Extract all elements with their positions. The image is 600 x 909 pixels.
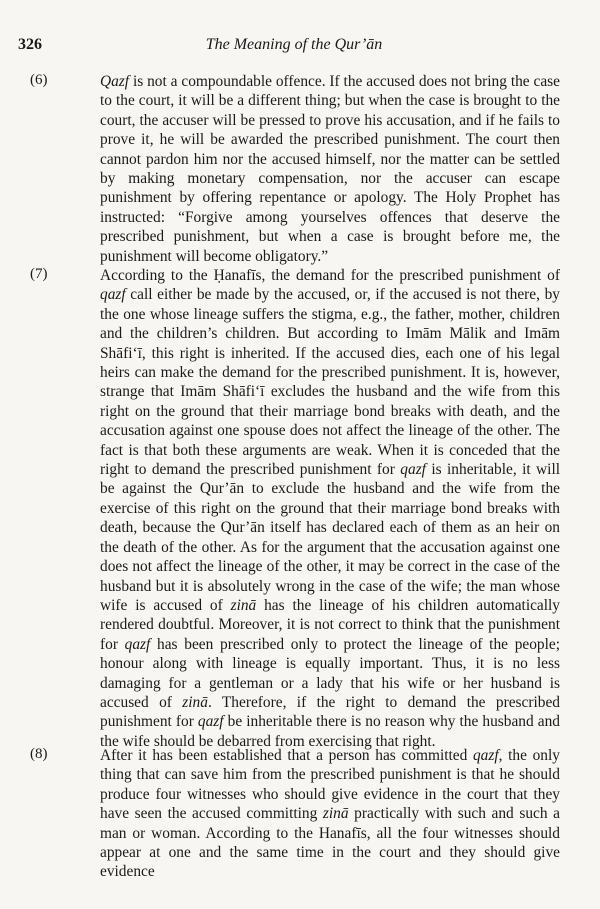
text-run: practically with such and such a man or woman. According to the Hanafīs, all the four witnesses should appear at one and the same time in the court and they should give evidence (100, 805, 561, 881)
footnote-number: (6) (30, 72, 48, 88)
text-run: has the lineage of his children automatically rendered doubtful. Moreover, it is not correct to think that the punishment for (100, 596, 561, 653)
text-run: is inheritable, it will be against the Qur’ān to exclude the husband and the wife from the exercise of this right on the ground that their marriage bond breaks with death, because the Qur’ān itself has declared each of them as an heir on the death of the other. As for the argument that the accusation against one does not affect the lineage of the other, it may be correct in the case of the husband but it is absolutely wrong in the case of the wife; the man whose wife is accused of (100, 461, 561, 614)
italic-term: qazf (472, 747, 499, 764)
footnote-number: (8) (30, 746, 48, 762)
text-run: , the only thing that can save him from the prescribed punishment is that he should produce four witnesses who should give evidence in the court that they have seen the accused committing (100, 747, 560, 823)
footnote-number: (7) (30, 266, 48, 282)
text-run: has been prescribed only to protect the lineage of the people; honour along with lineage is equally important. Thus, it is no less damaging for a gentleman or a lady that his wife or her husband is accused of (100, 635, 560, 711)
footnote-text (100, 266, 560, 751)
italic-term: zinā (322, 805, 349, 823)
text-run: be inheritable there is no reason why the husband and the wife should be debarred from exercising that right. (100, 713, 560, 750)
italic-term: qazf (100, 286, 126, 304)
page-header (18, 36, 570, 58)
italic-term: Qazf (100, 73, 130, 90)
running-title: The Meaning of the Qur’ān (205, 36, 383, 53)
text-run: is not a compoundable offence. If the accused does not bring the case to the court, it will be a different thing; but when the case is brought to the court, the accuser will be pressed to prove his accusation, and if he fails to prove it, he will be awarded the prescribed punishment. The court then cannot pardon him nor the accused himself, nor the matter can be settled by making monetary compensation, nor the accuser can escape punishment by offering repentance or apology. The Holy Prophet has instructed: “Forgive among yourselves offences that deserve the prescribed punishment, but when a case is brought before me, the punishment will become obligatory.” (100, 73, 560, 265)
text-run: After it has been established that a person has committed (100, 747, 473, 764)
text-run: call either be made by the accused, or, if the accused is not there, by the one whose lineage suffers the stigma, e.g., the father, mother, children and the children’s children. But according to Imām Mālik and Imām Shāfi‘ī, this right is inherited. If the accused dies, each one of his legal heirs can make the demand for the prescribed punishment. It is, however, strange that Imām Shāfi‘ī excludes the husband and the wife from this right on the ground that their marriage bond breaks with death, and the accusation against one spouse does not affect the lineage of the other. The fact is that both these arguments are weak. When it is conceded that the right to demand the prescribed punishment for (100, 286, 560, 479)
italic-term: qazf (197, 713, 224, 731)
footnote-text (100, 72, 560, 266)
text-run: . Therefore, if the right to demand the prescribed punishment for (100, 693, 560, 731)
italic-term: qazf (400, 461, 426, 479)
italic-term: zinā (230, 596, 257, 614)
italic-term: zinā (182, 693, 208, 711)
page-number: 326 (18, 36, 42, 53)
text-run: According to the Ḥanafīs, the demand for the prescribed punishment of (100, 267, 560, 284)
italic-term: qazf (124, 635, 151, 653)
footnote-text (100, 746, 560, 882)
